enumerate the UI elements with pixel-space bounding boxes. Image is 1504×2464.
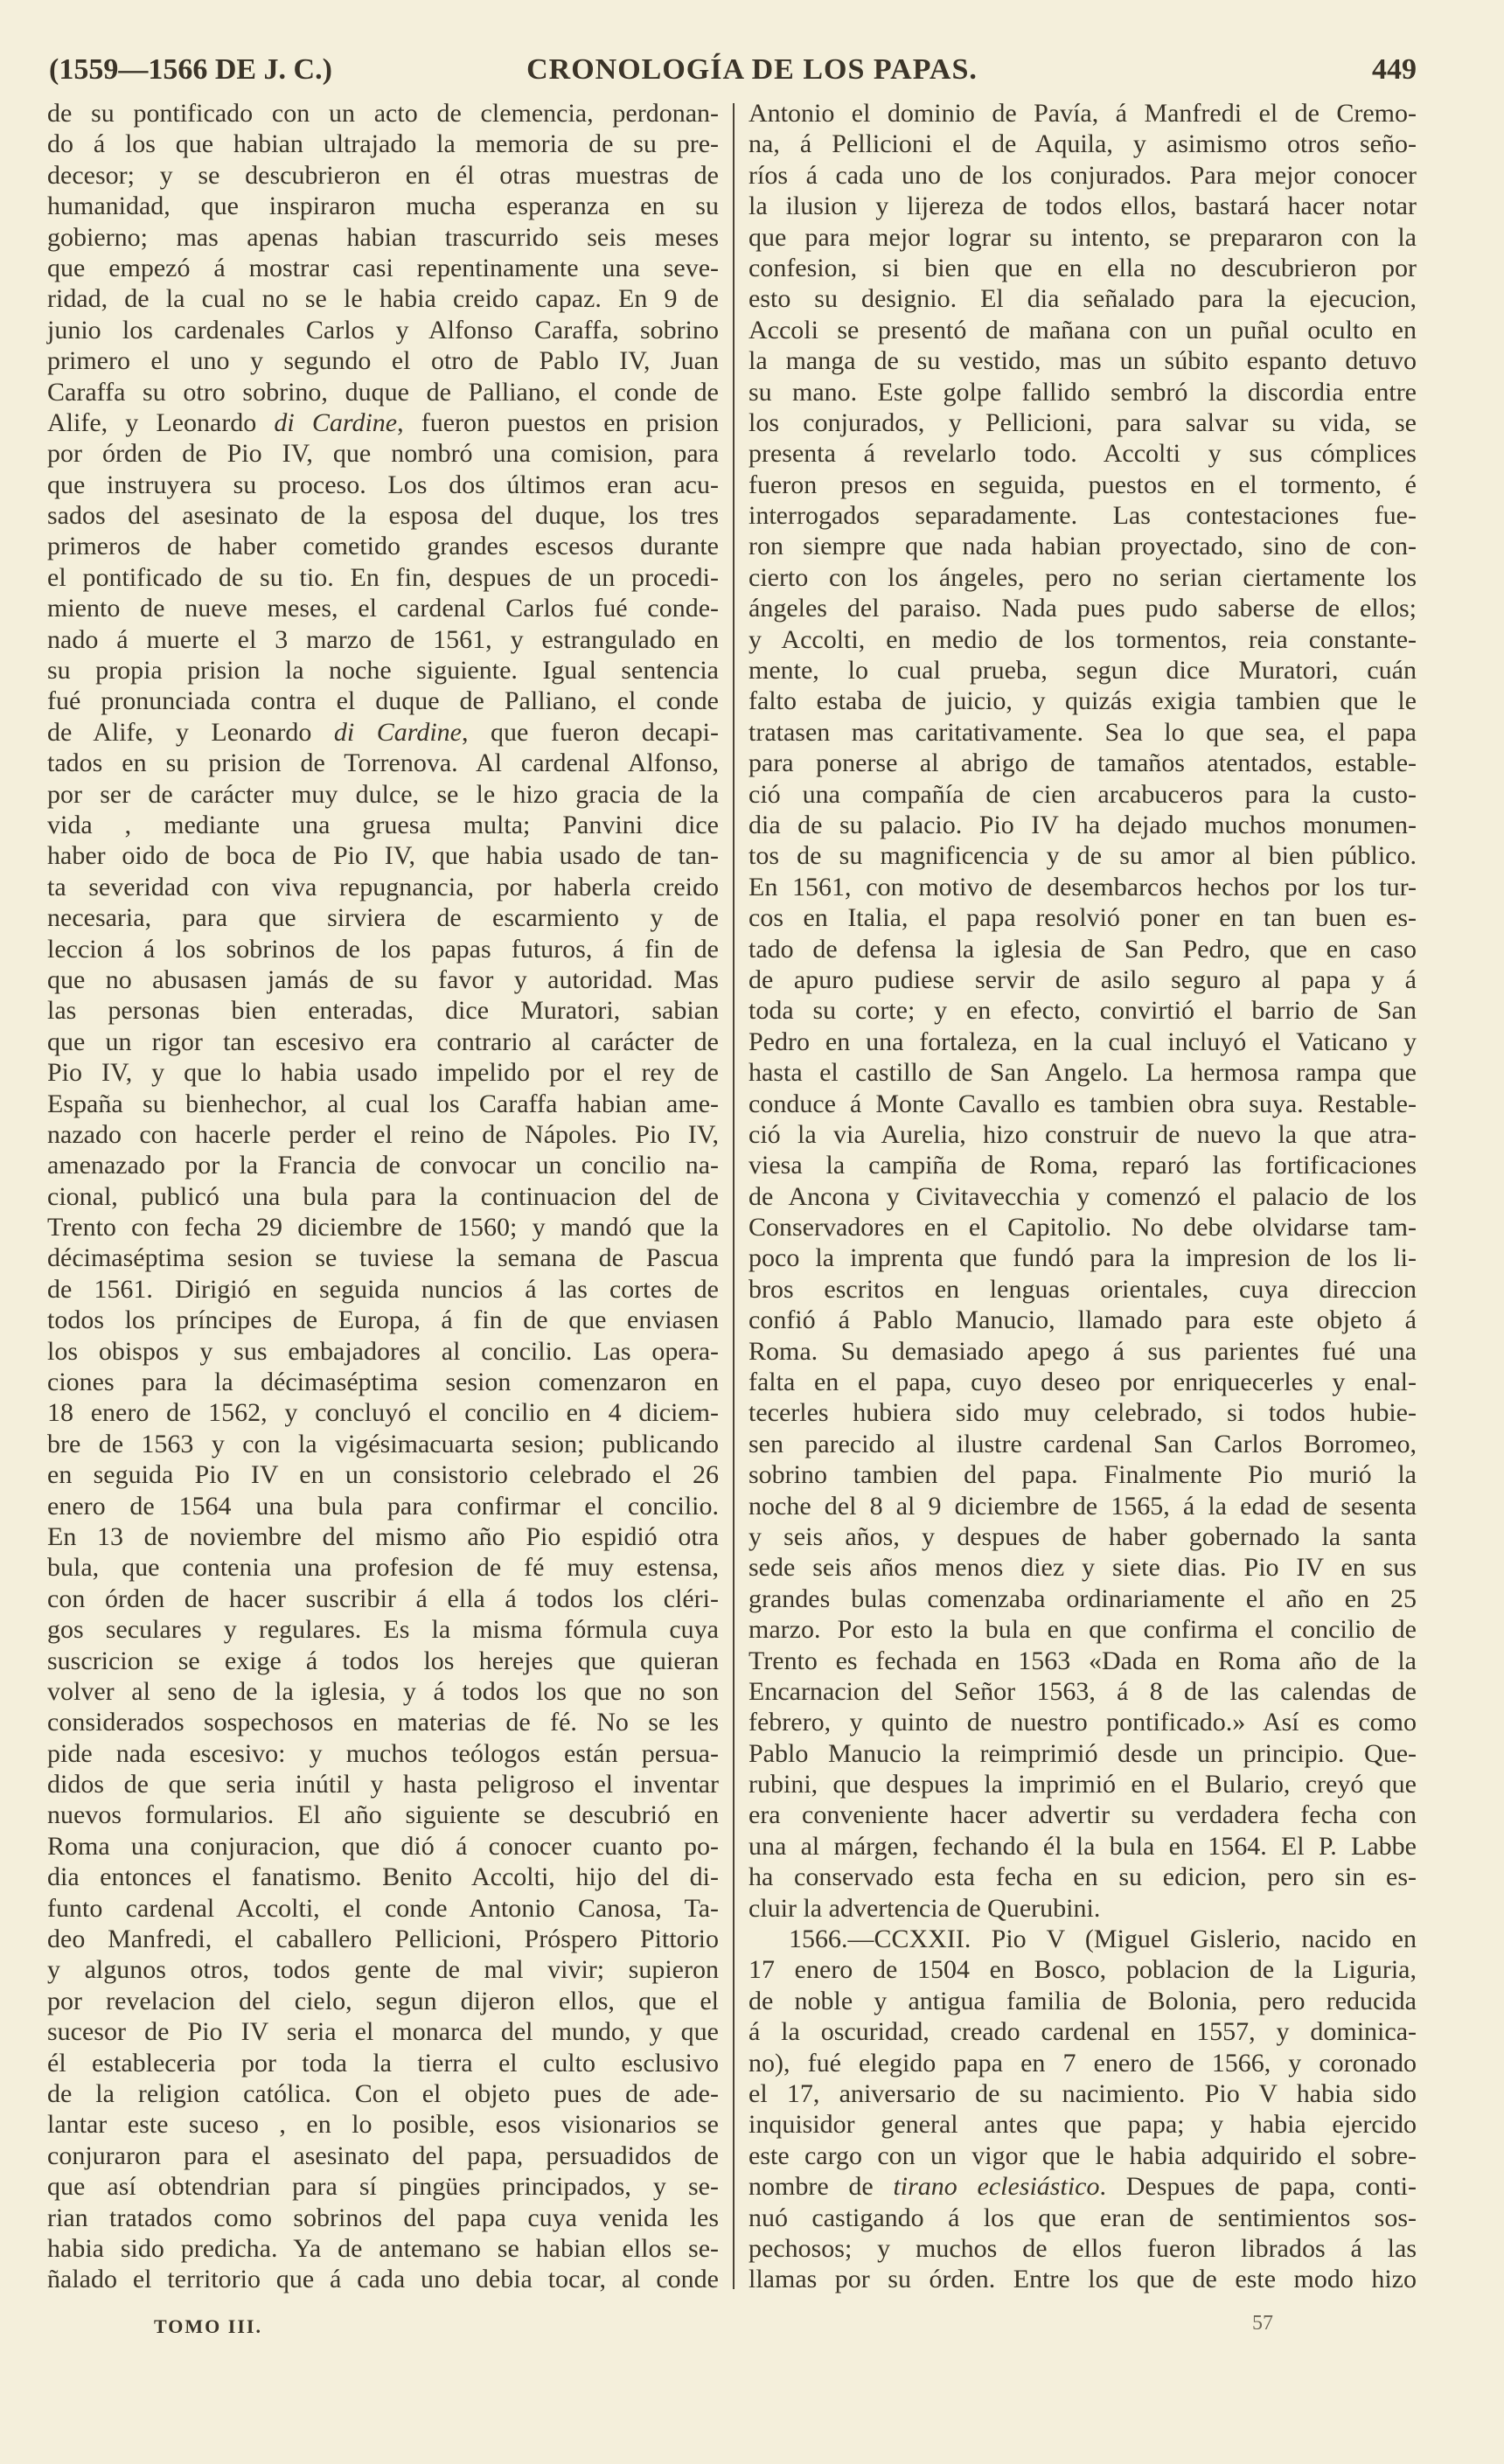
text-line: 18 enero de 1562, y concluyó el concilio en 4 diciem-: [47, 1398, 719, 1428]
text-line: toda su corte; y en efecto, convirtió el barrio de San: [749, 996, 1417, 1026]
text-line: Roma. Su demasiado apego á sus parientes fué una: [749, 1336, 1417, 1366]
text-line: Caraffa su otro sobrino, duque de Palliano, el conde de: [47, 377, 719, 407]
text-line: primero el uno y segundo el otro de Pablo IV, Juan: [47, 346, 719, 376]
text-line: para ponerse al abrigo de tamaños atentados, estable-: [749, 748, 1417, 778]
text-line: España su bienhechor, al cual los Caraffa habian ame-: [47, 1089, 719, 1118]
text-line: una al márgen, fechando él la bula en 1564. El P. Labbe: [749, 1831, 1417, 1861]
text-line: grandes bulas comenzaba ordinariamente el año en 25: [749, 1584, 1417, 1613]
page-number: 449: [1372, 53, 1417, 86]
text-line: funto cardenal Accolti, el conde Antonio Canosa, Ta-: [47, 1893, 719, 1923]
text-line: el 17, aniversario de su nacimiento. Pio V habia sido: [749, 2079, 1417, 2108]
text-line: conduce á Monte Cavallo es tambien obra suya. Restable-: [749, 1089, 1417, 1118]
text-line: nuó castigando á los que eran de sentimientos sos-: [749, 2203, 1417, 2232]
text-line: que empezó á mostrar casi repentinamente una seve-: [47, 253, 719, 282]
text-line: confió á Pablo Manucio, llamado para este objeto á: [749, 1305, 1417, 1335]
text-line: ron siempre que nada habian proyectado, sino de con-: [749, 532, 1417, 561]
text-segment: , que fueron decapi-: [462, 717, 719, 747]
text-line: poco la imprenta que fundó para la impresion de los li-: [749, 1243, 1417, 1273]
text-line: las personas bien enteradas, dice Muratori, sabian: [47, 996, 719, 1026]
text-line: Roma una conjuracion, que dió á conocer cuanto po-: [47, 1831, 719, 1861]
text-segment: de Alife, y Leonardo: [47, 717, 334, 747]
text-line: él estableceria por toda la tierra el culto esclusivo: [47, 2048, 719, 2078]
text-line: llamas por su órden. Entre los que de este modo hizo: [749, 2265, 1417, 2294]
text-line: lantar este suceso , en lo posible, esos visionarios se: [47, 2110, 719, 2140]
text-line: tados en su prision de Torrenova. Al cardenal Alfonso,: [47, 748, 719, 778]
right-text-column: [749, 98, 1417, 2295]
text-line: que un rigor tan escesivo era contrario al carácter de: [47, 1027, 719, 1056]
text-line: primeros de haber cometido grandes escesos durante: [47, 532, 719, 561]
text-line: interrogados separadamente. Las contestaciones fue-: [749, 501, 1417, 531]
text-line: 1566.—CCXXII. Pio V (Miguel Gislerio, nacido en: [789, 1925, 1417, 1954]
left-text-column: [47, 98, 719, 2295]
text-line: inquisidor general antes que papa; y habia ejercido: [749, 2110, 1417, 2140]
text-line: Pio IV, y que lo habia usado impelido por el rey de: [47, 1058, 719, 1088]
text-line: bros escritos en lenguas orientales, cuya direccion: [749, 1274, 1417, 1304]
text-line: dia de su palacio. Pio IV ha dejado muchos monumen-: [749, 810, 1417, 839]
text-line: en seguida Pio IV en un consistorio celebrado el 26: [47, 1460, 719, 1490]
text-line: bula, que contenia una profesion de fé muy estensa,: [47, 1553, 719, 1583]
text-segment: nombre de: [749, 2172, 894, 2202]
text-line: de su pontificado con un acto de clemencia, perdonan-: [47, 99, 719, 128]
text-line: leccion á los sobrinos de los papas futuros, á fin de: [47, 934, 719, 964]
text-line: humanidad, que inspiraron mucha esperanza en su: [47, 191, 719, 221]
text-line: la manga de su vestido, mas un súbito espanto detuvo: [749, 346, 1417, 376]
text-segment: , fueron puestos en prision: [397, 407, 719, 437]
text-line: confesion, si bien que en ella no descubrieron por: [749, 253, 1417, 282]
text-line: tecerles hubiera sido muy celebrado, si todos hubie-: [749, 1398, 1417, 1428]
text-line: gobierno; mas apenas habian trascurrido seis meses: [47, 222, 719, 252]
text-line: suscricion se exige á todos los herejes que quieran: [47, 1646, 719, 1675]
text-line: por revelacion del cielo, segun dijeron ellos, que el: [47, 1986, 719, 2015]
text-line: Pedro en una fortaleza, en la cual incluyó el Vaticano y: [749, 1027, 1417, 1056]
text-line: que no abusasen jamás de su favor y autoridad. Mas: [47, 964, 719, 994]
text-line: vida , mediante una gruesa multa; Panvini dice: [47, 810, 719, 839]
text-line: por órden de Pio IV, que nombró una comision, para: [47, 439, 719, 469]
text-line: bre de 1563 y con la vigésimacuarta sesion; publicando: [47, 1429, 719, 1458]
running-head-dates: (1559—1566 DE J. C.): [49, 53, 332, 86]
text-line: cierto con los ángeles, pero no serian ciertamente los: [749, 562, 1417, 592]
text-line: [749, 2171, 1417, 2202]
text-line: ángeles del paraiso. Nada pues pudo saberse de ellos;: [749, 594, 1417, 623]
text-line: presenta á revelarlo todo. Accolti y sus cómplices: [749, 439, 1417, 469]
text-line: enero de 1564 una bula para confirmar el concilio.: [47, 1491, 719, 1521]
text-line: esto su designio. El dia señalado para la ejecucion,: [749, 284, 1417, 314]
text-line: todos los príncipes de Europa, á fin de que enviasen: [47, 1305, 719, 1335]
text-line: sucesor de Pio IV seria el monarca del mundo, y que: [47, 2017, 719, 2047]
text-line: y Accolti, en medio de los tormentos, reia constante-: [749, 624, 1417, 654]
text-line: deo Manfredi, el caballero Pellicioni, Próspero Pittorio: [47, 1925, 719, 1954]
text-line: de apuro pudiese servir de asilo seguro al papa y á: [749, 964, 1417, 994]
text-line: [47, 407, 719, 438]
running-head-title: CRONOLOGÍA DE LOS PAPAS.: [526, 53, 978, 86]
text-line: ha conservado esta fecha en su edicion, pero sin es-: [749, 1862, 1417, 1892]
text-line: fueron presos en seguida, puestos en el tormento, é: [749, 470, 1417, 499]
text-line: ñalado el territorio que á cada uno debia tocar, al conde: [47, 2265, 719, 2294]
text-line: ciones para la décimaséptima sesion comenzaron en: [47, 1368, 719, 1397]
text-line: el pontificado de su tio. En fin, despues de un procedi-: [47, 562, 719, 592]
text-line: Trento es fechada en 1563 «Dada en Roma año de la: [749, 1646, 1417, 1675]
text-line: viesa la campiña de Roma, reparó las fortificaciones: [749, 1151, 1417, 1180]
text-line: de noble y antigua familia de Bolonia, pero reducida: [749, 1986, 1417, 2015]
text-line: que instruyera su proceso. Los dos últimos eran acu-: [47, 470, 719, 499]
column-divider-rule: [733, 103, 735, 2289]
volume-label: TOMO III.: [154, 2315, 262, 2337]
text-line: noche del 8 al 9 diciembre de 1565, á la edad de sesenta: [749, 1491, 1417, 1521]
text-line: sobrino tambien del papa. Finalmente Pio murió la: [749, 1460, 1417, 1490]
signature-mark: 57: [1252, 2312, 1273, 2335]
text-line: Encarnacion del Señor 1563, á 8 de las calendas de: [749, 1676, 1417, 1706]
italic-text: di Cardine: [274, 407, 398, 437]
text-line: décimaséptima sesion se tuviese la semana de Pascua: [47, 1243, 719, 1273]
text-line: mente, lo cual prueba, segun dice Muratori, cuán: [749, 656, 1417, 686]
text-line: tado de defensa la iglesia de San Pedro, que en caso: [749, 934, 1417, 964]
text-line: [47, 717, 719, 748]
text-line: fué pronunciada contra el duque de Palliano, el conde: [47, 686, 719, 716]
text-line: do á los que habian ultrajado la memoria de su pre-: [47, 129, 719, 159]
text-line: decesor; y se descubrieron en él otras muestras de: [47, 160, 719, 190]
text-line: pechosos; y muchos de ellos fueron librados á las: [749, 2233, 1417, 2263]
text-line: que para mejor lograr su intento, se prepararon con la: [749, 222, 1417, 252]
text-line: los conjurados, y Pellicioni, para salvar su vida, se: [749, 407, 1417, 437]
text-line: conjuraron para el asesinato del papa, persuadidos de: [47, 2140, 719, 2170]
italic-text: di Cardine: [333, 717, 462, 747]
text-line: de Ancona y Civitavecchia y comenzó el palacio de los: [749, 1181, 1417, 1211]
text-line: En 1561, con motivo de desembarcos hechos por los tur-: [749, 872, 1417, 901]
text-line: marzo. Por esto la bula en que confirma el concilio de: [749, 1615, 1417, 1645]
text-line: por ser de carácter muy dulce, se le hizo gracia de la: [47, 779, 719, 809]
text-line: tratasen mas caritativamente. Sea lo que sea, el papa: [749, 717, 1417, 747]
text-line: sede seis años menos diez y siete dias. Pio IV en sus: [749, 1553, 1417, 1583]
text-line: de 1561. Dirigió en seguida nuncios á las cortes de: [47, 1274, 719, 1304]
text-line: hasta el castillo de San Angelo. La hermosa rampa que: [749, 1058, 1417, 1088]
text-line: dia entonces el fanatismo. Benito Accolti, hijo del di-: [47, 1862, 719, 1892]
text-line: tos de su magnificencia y de su amor al bien público.: [749, 841, 1417, 871]
text-line: ció una compañía de cien arcabuceros para la custo-: [749, 779, 1417, 809]
text-line: los obispos y sus embajadores al concilio. Las opera-: [47, 1336, 719, 1366]
text-line: y algunos otros, todos gente de mal vivir; supieron: [47, 1955, 719, 1985]
text-line: na, á Pellicioni el de Aquila, y asimismo otros seño-: [749, 129, 1417, 159]
text-line: de la religion católica. Con el objeto pues de ade-: [47, 2079, 719, 2108]
text-line: este cargo con un vigor que le habia adquirido el sobre-: [749, 2140, 1417, 2170]
text-line: febrero, y quinto de nuestro pontificado.» Así es como: [749, 1708, 1417, 1737]
text-line: nazado con hacerle perder el reino de Nápoles. Pio IV,: [47, 1119, 719, 1149]
text-line: 17 enero de 1504 en Bosco, poblacion de la Liguria,: [749, 1955, 1417, 1985]
text-line: no), fué elegido papa en 7 enero de 1566, y coronado: [749, 2048, 1417, 2078]
text-line: la ilusion y lijereza de todos ellos, bastará hacer notar: [749, 191, 1417, 221]
text-line: era conveniente hacer advertir su verdadera fecha con: [749, 1800, 1417, 1830]
text-line: Pablo Manucio la reimprimió desde un principio. Que-: [749, 1738, 1417, 1768]
text-line: miento de nueve meses, el cardenal Carlos fué conde-: [47, 594, 719, 623]
text-line: Conservadores en el Capitolio. No debe olvidarse tam-: [749, 1213, 1417, 1242]
text-line: falto estaba de juicio, y quizás exigia tambien que le: [749, 686, 1417, 716]
text-line: ridad, de la cual no se le habia creido capaz. En 9 de: [47, 284, 719, 314]
text-line: amenazado por la Francia de convocar un concilio na-: [47, 1151, 719, 1180]
text-line: su propia prision la noche siguiente. Igual sentencia: [47, 656, 719, 686]
text-line: rubini, que despues la imprimió en el Bulario, creyó que: [749, 1770, 1417, 1799]
text-line: falta en el papa, cuyo deseo por enriquecerles y enal-: [749, 1368, 1417, 1397]
text-line: nuevos formularios. El año siguiente se descubrió en: [47, 1800, 719, 1830]
text-line: cluir la advertencia de Querubini.: [749, 1893, 1101, 1923]
text-line: gos seculares y regulares. Es la misma fórmula cuya: [47, 1615, 719, 1645]
text-line: ríos á cada uno de los conjurados. Para mejor conocer: [749, 160, 1417, 190]
text-line: Accoli se presentó de mañana con un puñal oculto en: [749, 315, 1417, 345]
text-line: su mano. Este golpe fallido sembró la discordia entre: [749, 377, 1417, 407]
text-segment: . Despues de papa, conti-: [1099, 2172, 1417, 2202]
text-line: sen parecido al ilustre cardenal San Carlos Borromeo,: [749, 1429, 1417, 1458]
text-line: didos de que seria inútil y hasta peligroso el inventar: [47, 1770, 719, 1799]
text-line: Antonio el dominio de Pavía, á Manfredi el de Cremo-: [749, 99, 1417, 128]
text-line: cional, publicó una bula para la continuacion del de: [47, 1181, 719, 1211]
text-line: rian tratados como sobrinos del papa cuya venida les: [47, 2203, 719, 2232]
text-line: haber oido de boca de Pio IV, que habia usado de tan-: [47, 841, 719, 871]
text-line: pide nada escesivo: y muchos teólogos están persua-: [47, 1738, 719, 1768]
text-line: sados del asesinato de la esposa del duque, los tres: [47, 501, 719, 531]
text-line: considerados sospechosos en materias de fé. No se les: [47, 1708, 719, 1737]
italic-text: tirano eclesiástico: [893, 2172, 1100, 2202]
text-line: necesaria, para que sirviera de escarmiento y de: [47, 903, 719, 933]
text-line: habia sido predicha. Ya de antemano se habian ellos se-: [47, 2233, 719, 2263]
text-line: á la oscuridad, creado cardenal en 1557, y dominica-: [749, 2017, 1417, 2047]
text-line: junio los cardenales Carlos y Alfonso Caraffa, sobrino: [47, 315, 719, 345]
text-line: que así obtendrian para sí pingües principados, y se-: [47, 2172, 719, 2202]
text-line: En 13 de noviembre del mismo año Pio espidió otra: [47, 1521, 719, 1551]
text-line: Trento con fecha 29 diciembre de 1560; y mandó que la: [47, 1213, 719, 1242]
text-line: y seis años, y despues de haber gobernado la santa: [749, 1521, 1417, 1551]
text-segment: Alife, y Leonardo: [47, 407, 275, 437]
text-line: nado á muerte el 3 marzo de 1561, y estrangulado en: [47, 624, 719, 654]
text-line: con órden de hacer suscribir á ella á todos los cléri-: [47, 1584, 719, 1613]
text-line: cos en Italia, el papa resolvió poner en tan buen es-: [749, 903, 1417, 933]
text-line: volver al seno de la iglesia, y á todos los que no son: [47, 1676, 719, 1706]
text-line: ció la via Aurelia, hizo construir de nuevo la que atra-: [749, 1119, 1417, 1149]
text-line: ta severidad con viva repugnancia, por haberla creido: [47, 872, 719, 901]
